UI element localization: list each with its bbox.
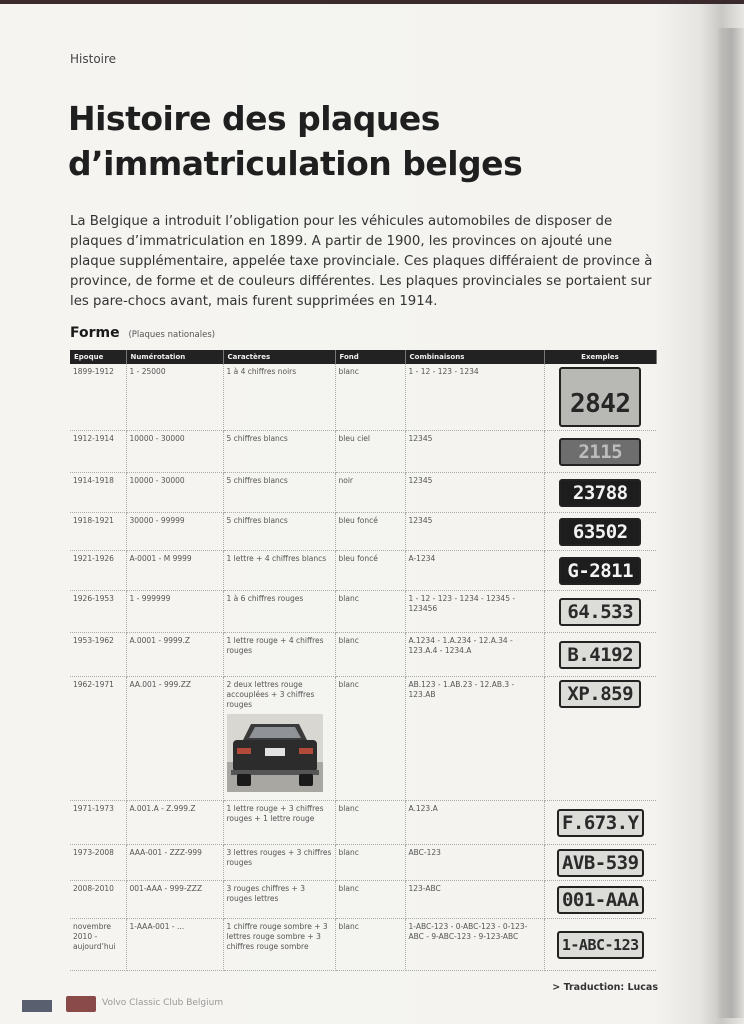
page-number-block (22, 1000, 52, 1012)
cell-combinaisons: 1-ABC-123 - 0-ABC-123 - 0-123-ABC - 9-ABC-123 - 9-123-ABC (405, 919, 544, 971)
cell-exemple (544, 473, 656, 513)
plate-example: B.4192 (559, 641, 641, 669)
cell-epoque: 1953-1962 (70, 633, 126, 677)
cell-fond: blanc (335, 801, 405, 845)
cell-numerotation: A-0001 - M 9999 (126, 551, 223, 591)
cell-combinaisons: 123-ABC (405, 881, 544, 919)
cell-numerotation: 10000 - 30000 (126, 473, 223, 513)
header-exemples: Exemples (544, 350, 656, 364)
cell-caracteres: 1 lettre rouge + 4 chiffres rouges (223, 633, 335, 677)
title-line-2: d’immatriculation belges (68, 144, 523, 183)
plate-example: G-2811 (559, 557, 641, 585)
cell-caracteres: 1 à 6 chiffres rouges (223, 591, 335, 633)
cell-epoque: 1899-1912 (70, 364, 126, 431)
cell-numerotation: AAA-001 - ZZZ-999 (126, 845, 223, 881)
table-row (70, 633, 656, 677)
cell-numerotation: A.001.A - Z.999.Z (126, 801, 223, 845)
cell-combinaisons: 1 - 12 - 123 - 1234 (405, 364, 544, 431)
title-line-1: Histoire des plaques (68, 99, 440, 138)
cell-caracteres (223, 677, 335, 801)
cell-numerotation: AA.001 - 999.ZZ (126, 677, 223, 801)
cell-exemple (544, 801, 656, 845)
cell-caracteres: 5 chiffres blancs (223, 431, 335, 473)
table-row (70, 919, 656, 971)
cell-caracteres: 1 lettre rouge + 3 chiffres rouges + 1 lettre rouge (223, 801, 335, 845)
page-binding-shadow (716, 28, 744, 1018)
table-row (70, 473, 656, 513)
cell-fond: bleu ciel (335, 431, 405, 473)
header-fond: Fond (335, 350, 405, 364)
plate-example: 23788 (559, 479, 641, 507)
cell-fond: blanc (335, 677, 405, 801)
cell-epoque: 1914-1918 (70, 473, 126, 513)
cell-fond: noir (335, 473, 405, 513)
cell-fond: bleu foncé (335, 551, 405, 591)
plate-example: AVB-539 (557, 849, 644, 877)
table-header-row (70, 350, 656, 364)
cell-numerotation: 10000 - 30000 (126, 431, 223, 473)
article-title (68, 96, 628, 186)
cell-fond: blanc (335, 364, 405, 431)
cell-epoque: 1921-1926 (70, 551, 126, 591)
table-row (70, 591, 656, 633)
section-label: Histoire (70, 52, 117, 66)
cell-epoque: 1918-1921 (70, 513, 126, 551)
cell-combinaisons: 12345 (405, 431, 544, 473)
cell-combinaisons: 12345 (405, 473, 544, 513)
translation-credit: > Traduction: Lucas (552, 982, 658, 993)
cell-combinaisons: AB.123 - 1.AB.23 - 12.AB.3 - 123.AB (405, 677, 544, 801)
cell-epoque: 1912-1914 (70, 431, 126, 473)
cell-exemple (544, 431, 656, 473)
cell-fond: blanc (335, 591, 405, 633)
cell-caracteres: 1 lettre + 4 chiffres blancs (223, 551, 335, 591)
club-logo (66, 996, 96, 1012)
cell-numerotation: 001-AAA - 999-ZZZ (126, 881, 223, 919)
table-row (70, 364, 656, 431)
table-row (70, 677, 656, 801)
plate-example: 2115 (559, 438, 641, 466)
cell-exemple (544, 633, 656, 677)
cell-exemple (544, 551, 656, 591)
table-row (70, 881, 656, 919)
cell-epoque: 1971-1973 (70, 801, 126, 845)
cell-epoque: 2008-2010 (70, 881, 126, 919)
cell-fond: blanc (335, 633, 405, 677)
cell-combinaisons: A.123.A (405, 801, 544, 845)
plate-example: XP.859 (559, 680, 641, 708)
plates-table (70, 350, 657, 971)
cell-epoque: 1926-1953 (70, 591, 126, 633)
forme-title: Forme (70, 325, 120, 341)
cell-combinaisons: ABC-123 (405, 845, 544, 881)
cell-exemple (544, 591, 656, 633)
header-epoque: Epoque (70, 350, 126, 364)
cell-numerotation: 30000 - 99999 (126, 513, 223, 551)
cell-caracteres: 5 chiffres blancs (223, 473, 335, 513)
cell-fond: bleu foncé (335, 513, 405, 551)
cell-exemple (544, 845, 656, 881)
cell-caracteres: 3 rouges chiffres + 3 rouges lettres (223, 881, 335, 919)
cell-exemple (544, 513, 656, 551)
plate-example: 1-ABC-123 (557, 931, 644, 959)
cell-combinaisons: 12345 (405, 513, 544, 551)
cell-numerotation: 1 - 25000 (126, 364, 223, 431)
cell-numerotation: A.0001 - 9999.Z (126, 633, 223, 677)
table-row (70, 431, 656, 473)
cell-exemple (544, 919, 656, 971)
cell-caracteres: 3 lettres rouges + 3 chiffres rouges (223, 845, 335, 881)
forme-heading (70, 325, 215, 341)
table-row (70, 845, 656, 881)
plate-example: 001-AAA (557, 886, 644, 914)
footer-club-name: Volvo Classic Club Belgium (102, 998, 224, 1008)
plate-example: 63502 (559, 518, 641, 546)
cell-combinaisons: A.1234 - 1.A.234 - 12.A.34 - 123.A.4 - 1234.A (405, 633, 544, 677)
cell-combinaisons: 1 - 12 - 123 - 1234 - 12345 - 123456 (405, 591, 544, 633)
cell-fond: blanc (335, 919, 405, 971)
cell-epoque: 1973-2008 (70, 845, 126, 881)
table-row (70, 551, 656, 591)
cell-numerotation: 1-AAA-001 - ... (126, 919, 223, 971)
plate-example: 64.533 (559, 598, 641, 626)
intro-paragraph: La Belgique a introduit l’obligation pour les véhicules automobiles de disposer de plaques d’immatriculation en 1899. A partir de 1900, les provinces on ajouté une plaque supplémentaire, appelée taxe provinciale. Ces plaques différaient de province à province, de forme et de couleurs différentes. Les plaques provinciales se portaient sur les pare-chocs avant, mais furent supprimées en 1914. (70, 214, 653, 309)
cell-exemple (544, 881, 656, 919)
cell-exemple (544, 364, 656, 431)
cell-caracteres: 1 chiffre rouge sombre + 3 lettres rouge sombre + 3 chiffres rouge sombre (223, 919, 335, 971)
plate-example: 2842 (559, 367, 641, 427)
plate-example: F.673.Y (557, 809, 644, 837)
cell-caracteres: 1 à 4 chiffres noirs (223, 364, 335, 431)
cell-caracteres: 5 chiffres blancs (223, 513, 335, 551)
cell-epoque: novembre 2010 - aujourd’hui (70, 919, 126, 971)
car-rear-photo (227, 714, 323, 792)
cell-caracteres-text: 2 deux lettres rouge accouplées + 3 chiffres rouges (226, 680, 315, 709)
forme-subtitle: (Plaques nationales) (128, 330, 216, 340)
table-row (70, 513, 656, 551)
cell-fond: blanc (335, 845, 405, 881)
cell-epoque: 1962-1971 (70, 677, 126, 801)
cell-combinaisons: A-1234 (405, 551, 544, 591)
cell-exemple (544, 677, 656, 801)
cell-fond: blanc (335, 881, 405, 919)
table-row (70, 801, 656, 845)
page-top-edge (0, 0, 744, 4)
cell-numerotation: 1 - 999999 (126, 591, 223, 633)
header-combinaisons: Combinaisons (405, 350, 544, 364)
header-caracteres: Caractères (223, 350, 335, 364)
header-numerotation: Numérotation (126, 350, 223, 364)
